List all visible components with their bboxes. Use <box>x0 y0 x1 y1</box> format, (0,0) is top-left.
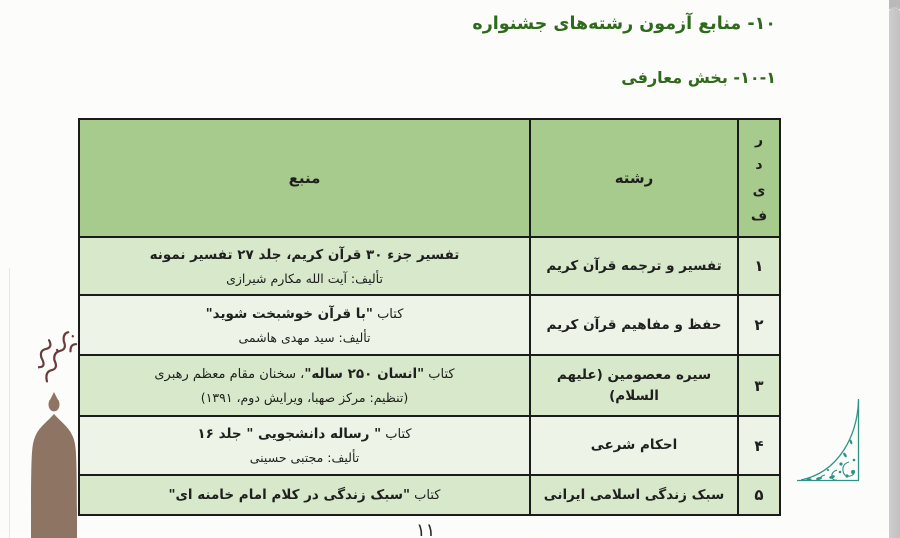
corner-flourish-ornament <box>797 398 861 486</box>
page-edge-line <box>9 268 10 538</box>
scrollbar[interactable] <box>889 7 900 538</box>
table-row <box>79 237 780 295</box>
exam-sources-table <box>78 118 781 516</box>
field-cell: تفسیر و ترجمه قرآن کریم <box>530 237 738 295</box>
header-source: منبع <box>79 119 530 237</box>
page-number: ۱۱ <box>416 520 436 538</box>
row-index: ۱ <box>738 237 780 295</box>
field-cell: سبک زندگی اسلامی ایرانی <box>530 475 738 515</box>
table-row <box>79 475 780 515</box>
table-row <box>79 295 780 355</box>
row-index: ۲ <box>738 295 780 355</box>
subsection-heading: ۱۰-۱- بخش معارفی <box>621 68 776 87</box>
table-row <box>79 355 780 416</box>
source-cell: کتاب "با قرآن خوشبخت شوید" تألیف: سید مهدی هاشمی <box>79 295 530 355</box>
mosque-dome-emblem <box>31 392 77 538</box>
section-heading: ۱۰- منابع آزمون رشته‌های جشنواره <box>472 14 776 34</box>
row-index: ۴ <box>738 416 780 475</box>
source-cell: کتاب "انسان ۲۵۰ ساله"، سخنان مقام معظم رهبری (تنظیم: مرکز صهبا، ویرایش دوم، ۱۳۹۱) <box>79 355 530 416</box>
row-index: ۵ <box>738 475 780 515</box>
field-cell: احکام شرعی <box>530 416 738 475</box>
source-cell: کتاب "سبک زندگی در کلام امام خامنه ای" <box>79 475 530 515</box>
source-cell: تفسیر جزء ۳۰ قرآن کریم، جلد ۲۷ تفسیر نمونه تألیف: آیت الله مکارم شیرازی <box>79 237 530 295</box>
field-cell: سیره معصومین (علیهم السلام) <box>530 355 738 416</box>
table-header-row <box>79 119 780 237</box>
field-cell: حفظ و مفاهیم قرآن کریم <box>530 295 738 355</box>
calligraphy-emblem <box>38 294 86 398</box>
table-row <box>79 416 780 475</box>
header-field: رشته <box>530 119 738 237</box>
row-index: ۳ <box>738 355 780 416</box>
source-cell: کتاب " رساله دانشجویی " جلد ۱۶ تألیف: مجتبی حسینی <box>79 416 530 475</box>
header-row-number: ر د ی ف <box>738 119 780 237</box>
